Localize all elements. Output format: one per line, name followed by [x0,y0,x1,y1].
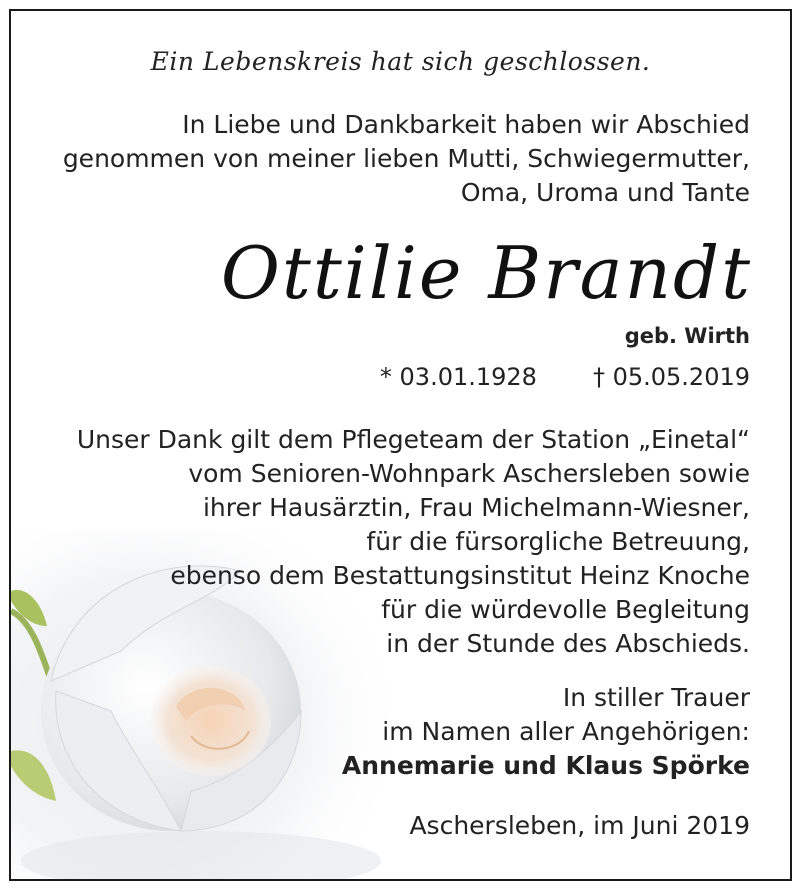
deceased-name: Ottilie Brandt [220,231,752,315]
motto-line: Ein Lebenskreis hat sich geschlossen. [150,47,651,76]
thanks-line: Unser Dank gilt dem Pflegeteam der Station „Einetal“ [76,425,750,454]
mourning-line: In stiller Trauer [562,683,750,712]
thanks-line: für die fürsorgliche Betreuung, [366,527,750,556]
thanks-line: ihrer Hausärztin, Frau Michelmann-Wiesner, [202,493,750,522]
obituary-notice [9,9,792,881]
thanks-line: in der Stunde des Abschieds. [386,629,750,658]
intro-line: In Liebe und Dankbarkeit haben wir Abschied [182,110,750,139]
mourning-line: im Namen aller Angehörigen: [382,717,750,746]
intro-text [63,108,750,210]
signature: Annemarie und Klaus Spörke [341,751,750,780]
mourning-block [342,681,750,783]
place-date: Aschersleben, im Juni 2019 [409,811,750,840]
death-date: † 05.05.2019 [592,363,750,391]
intro-line: genommen von meiner lieben Mutti, Schwiegermutter, [62,144,750,173]
thanks-line: für die würdevolle Begleitung [381,595,750,624]
thanks-text [77,423,750,661]
maiden-name: geb. Wirth [624,324,750,348]
thanks-line: ebenso dem Bestattungsinstitut Heinz Knoche [170,561,750,590]
birth-date: * 03.01.1928 [379,363,537,391]
intro-line: Oma, Uroma und Tante [460,178,750,207]
thanks-line: vom Senioren-Wohnpark Aschersleben sowie [188,459,750,488]
life-dates [380,363,750,391]
